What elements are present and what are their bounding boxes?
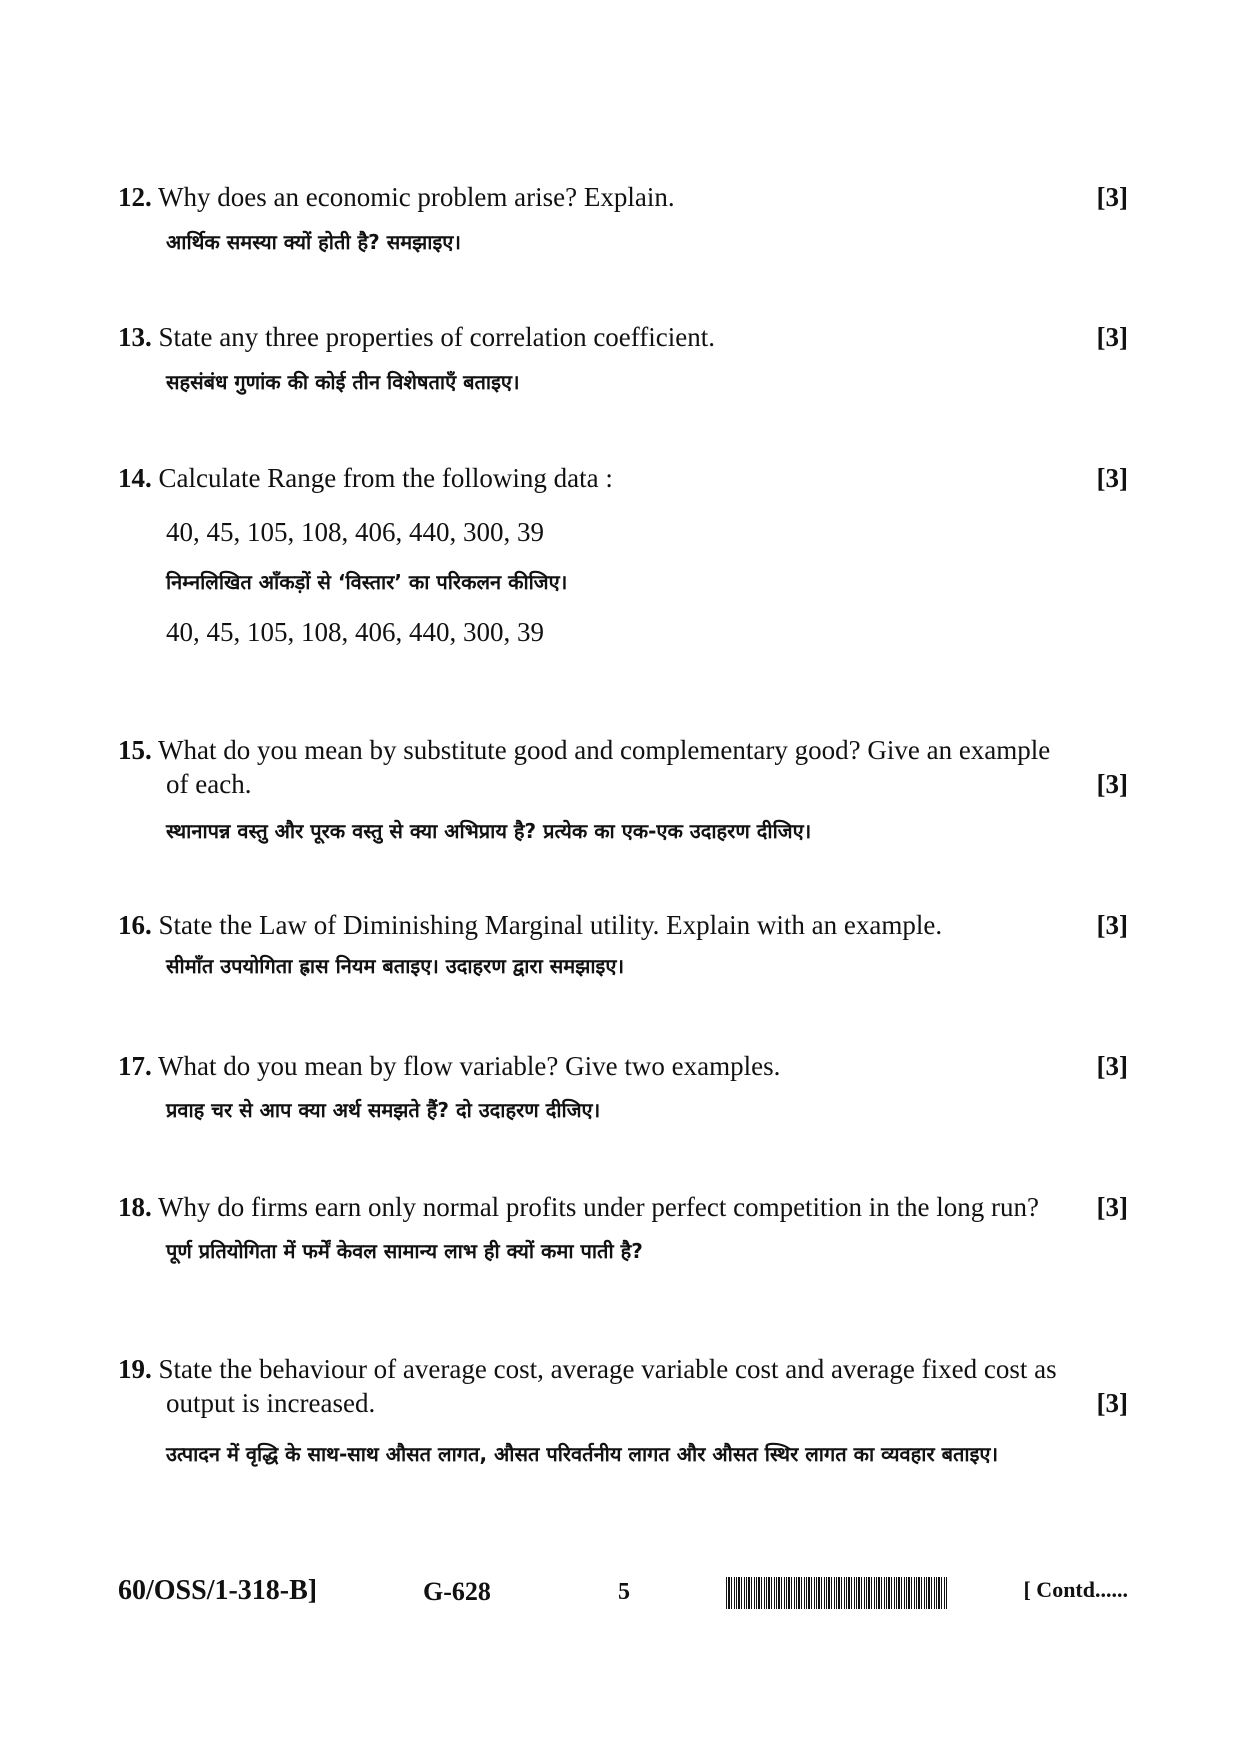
question-english-continued (118, 1386, 1128, 1420)
marks: [3] (1096, 1051, 1128, 1081)
question-15 (118, 733, 1128, 846)
question-12 (118, 180, 1128, 257)
question-text: Why does an economic problem arise? Explain. (158, 182, 675, 212)
question-text: Why do firms earn only normal profits under perfect competition in the long run? (158, 1192, 1040, 1222)
marks: [3] (1096, 182, 1128, 212)
page-number: 5 (618, 1579, 630, 1605)
marks: [3] (1096, 1192, 1128, 1222)
question-english (118, 733, 1128, 767)
question-number: 19. (118, 1354, 152, 1384)
question-16 (118, 908, 1128, 981)
continued-label: [ Contd...... (1023, 1577, 1128, 1602)
page-footer (118, 1575, 1128, 1615)
question-number: 18. (118, 1192, 152, 1222)
barcode-icon (726, 1577, 948, 1609)
question-13 (118, 320, 1128, 397)
question-english (118, 461, 1128, 495)
question-english (118, 1049, 1128, 1083)
marks: [3] (1096, 1388, 1128, 1418)
question-hindi: उत्पादन में वृद्धि के साथ-साथ औसत लागत, औसत परिवर्तनीय लागत और औसत स्थिर लागत का व्यवहार बताइए। (166, 1442, 999, 1466)
data-values-hindi: 40, 45, 105, 108, 406, 440, 300, 39 (166, 617, 544, 647)
question-hindi: सीमाँत उपयोगिता ह्रास नियम बताइए। उदाहरण द्वारा समझाइए। (166, 954, 625, 978)
question-hindi: पूर्ण प्रतियोगिता में फर्में केवल सामान्य लाभ ही क्यों कमा पाती है? (166, 1239, 643, 1263)
question-english (118, 320, 1128, 354)
question-text: State the behaviour of average cost, average variable cost and average fixed cost as (158, 1354, 1057, 1384)
question-number: 14. (118, 463, 152, 493)
question-text: What do you mean by substitute good and complementary good? Give an example (158, 735, 1051, 765)
question-text-continued: of each. (166, 769, 252, 799)
question-hindi: सहसंबंध गुणांक की कोई तीन विशेषताएँ बताइए। (166, 370, 520, 394)
question-number: 17. (118, 1051, 152, 1081)
question-text: What do you mean by flow variable? Give two examples. (158, 1051, 781, 1081)
marks: [3] (1096, 463, 1128, 493)
question-hindi: निम्नलिखित आँकड़ों से ‘विस्तार’ का परिकलन कीजिए। (166, 570, 568, 594)
data-values-english: 40, 45, 105, 108, 406, 440, 300, 39 (166, 517, 544, 547)
question-english (118, 1190, 1128, 1224)
marks: [3] (1096, 322, 1128, 352)
question-english (118, 180, 1128, 214)
question-17 (118, 1049, 1128, 1125)
question-english (118, 908, 1128, 942)
question-text: State the Law of Diminishing Marginal utility. Explain with an example. (158, 910, 943, 940)
series-code: G-628 (423, 1577, 491, 1606)
question-number: 12. (118, 182, 152, 212)
question-hindi: स्थानापन्न वस्तु और पूरक वस्तु से क्या अभिप्राय है? प्रत्येक का एक-एक उदाहरण दीजिए। (166, 819, 812, 843)
question-number: 13. (118, 322, 152, 352)
question-text: Calculate Range from the following data : (158, 463, 613, 493)
marks: [3] (1096, 910, 1128, 940)
question-hindi: आर्थिक समस्या क्यों होती है? समझाइए। (166, 230, 461, 254)
question-hindi: प्रवाह चर से आप क्या अर्थ समझते हैं? दो उदाहरण दीजिए। (166, 1098, 601, 1122)
question-english-continued (118, 767, 1128, 801)
question-english (118, 1352, 1128, 1386)
question-text-continued: output is increased. (166, 1388, 376, 1418)
question-14 (118, 461, 1128, 649)
question-number: 15. (118, 735, 152, 765)
question-18 (118, 1190, 1128, 1266)
question-text: State any three properties of correlation coefficient. (158, 322, 716, 352)
question-19 (118, 1352, 1128, 1472)
marks: [3] (1096, 769, 1128, 799)
question-number: 16. (118, 910, 152, 940)
paper-code: 60/OSS/1-318-B] (118, 1575, 318, 1606)
